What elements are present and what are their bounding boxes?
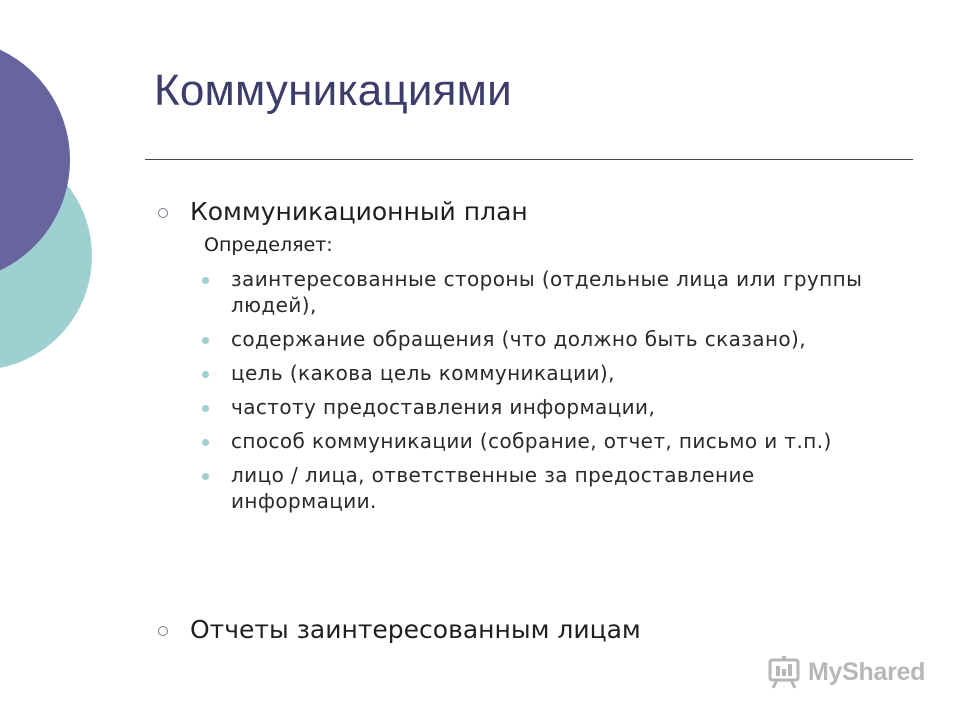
dot-bullet-icon [202,277,209,284]
section-heading: Коммуникационный план [190,197,528,226]
dot-bullet-icon [202,405,209,412]
presentation-board-icon [766,656,804,690]
list-item [202,428,902,454]
list-item-text: содержание обращения (что должно быть сказано), [231,327,807,351]
list-item-text: лицо / лица, ответственные за предоставление информации. [231,463,755,513]
list-item-text: способ коммуникации (собрание, отчет, письмо и т.п.) [231,429,832,453]
list-item [202,266,902,318]
dot-bullet-icon [202,371,209,378]
list-item [202,462,902,514]
watermark-logo-text: MyShared [808,658,926,686]
list-item [202,394,902,420]
title-divider [145,159,913,160]
bullet-list [202,266,902,522]
list-item-text: цель (какова цель коммуникации), [231,361,615,385]
list-item-text: заинтересованные стороны (отдельные лица или группы людей), [231,267,863,317]
watermark [766,656,926,692]
dot-bullet-icon [202,439,209,446]
section-heading: Отчеты заинтересованным лицам [190,615,641,644]
ring-bullet-icon [158,208,168,218]
list-item-text: частоту предоставления информации, [231,395,656,419]
dot-bullet-icon [202,473,209,480]
list-item [202,360,902,386]
slide-title: Коммуникациями [154,66,512,115]
ring-bullet-icon [158,626,168,636]
decorative-circles [0,0,120,400]
section-intro: Определяет: [204,234,333,256]
dot-bullet-icon [202,337,209,344]
list-item [202,326,902,352]
